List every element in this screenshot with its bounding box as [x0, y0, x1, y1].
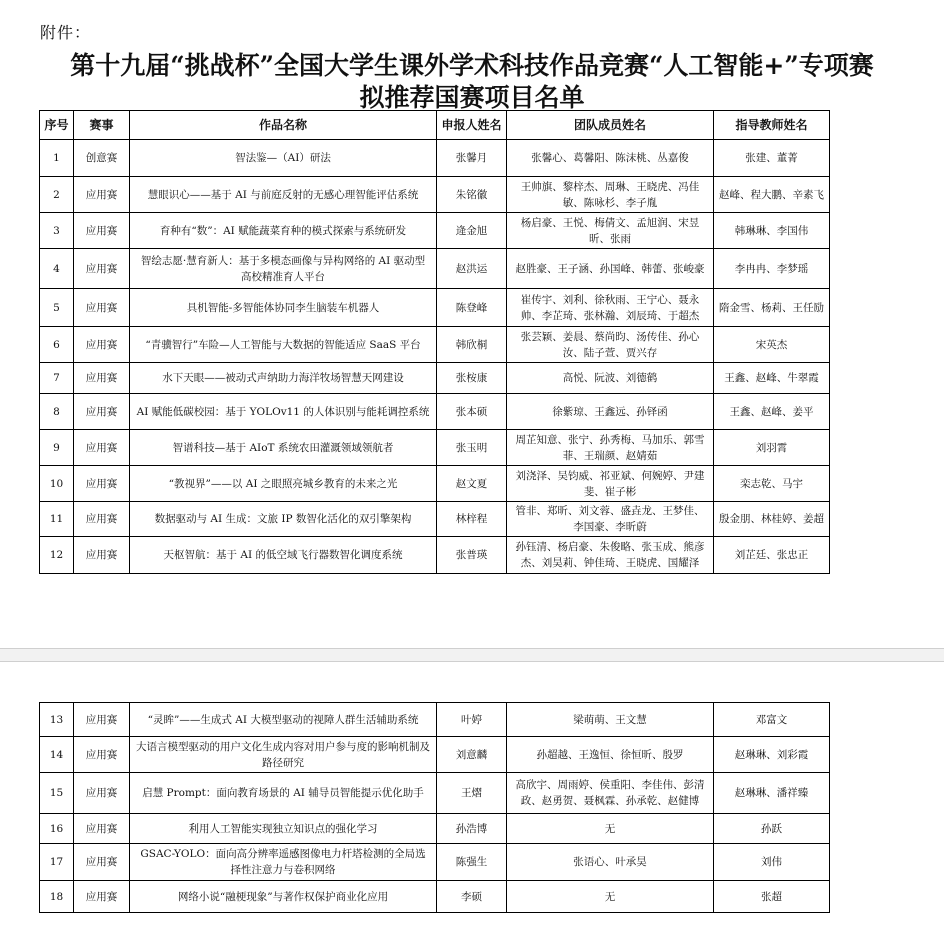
row-team-members: 杨启豪、王悦、梅倩文、孟旭润、宋昱昕、张雨 — [507, 213, 714, 249]
table-row — [40, 814, 830, 844]
row-project-name: “青骥智行”车险—人工智能与大数据的智能适应 SaaS 平台 — [130, 327, 437, 363]
row-team-members: 孙超越、王逸恒、徐恒昕、殷罗 — [507, 737, 714, 773]
table-row — [40, 703, 830, 737]
row-advisor: 宋英杰 — [714, 327, 830, 363]
header-number: 序号 — [40, 111, 74, 140]
row-advisor: 赵琳琳、潘祥臻 — [714, 773, 830, 814]
row-number: 4 — [40, 249, 74, 289]
table-row — [40, 430, 830, 466]
header-advisor: 指导教师姓名 — [714, 111, 830, 140]
row-applicant: 张普瑛 — [437, 537, 507, 574]
row-number: 13 — [40, 703, 74, 737]
project-list-table-continued — [39, 702, 830, 913]
row-category: 应用赛 — [74, 881, 130, 913]
row-category: 应用赛 — [74, 394, 130, 430]
document-title-line-2: 拟推荐国赛项目名单 — [359, 83, 585, 112]
page-break — [0, 648, 944, 662]
row-advisor: 张建、董菁 — [714, 140, 830, 177]
row-team-members: 王帅旗、黎梓杰、周琳、王晓虎、冯佳敏、陈咏杉、李子胤 — [507, 177, 714, 213]
row-team-members: 张语心、叶承昊 — [507, 844, 714, 881]
table-row — [40, 249, 830, 289]
row-number: 9 — [40, 430, 74, 466]
row-category: 创意赛 — [74, 140, 130, 177]
row-number: 15 — [40, 773, 74, 814]
table-header-row — [40, 111, 830, 140]
row-advisor: 孙跃 — [714, 814, 830, 844]
row-project-name: 慧眼识心——基于 AI 与前庭反射的无感心理智能评估系统 — [130, 177, 437, 213]
row-advisor: 王鑫、赵峰、姜平 — [714, 394, 830, 430]
row-project-name: GSAC-YOLO：面向高分辨率遥感图像电力杆塔检测的全局选择性注意力与卷积网络 — [130, 844, 437, 881]
row-team-members: 孙钰清、杨启豪、朱俊略、张玉成、熊彦杰、刘昊莉、钟佳琦、王晓虎、国耀泽 — [507, 537, 714, 574]
row-applicant: 朱铭徽 — [437, 177, 507, 213]
row-advisor: 韩琳琳、李国伟 — [714, 213, 830, 249]
row-category: 应用赛 — [74, 213, 130, 249]
row-number: 1 — [40, 140, 74, 177]
table-row — [40, 140, 830, 177]
row-applicant: 赵洪运 — [437, 249, 507, 289]
row-advisor: 刘伟 — [714, 844, 830, 881]
row-team-members: 管非、郑昕、刘文蓉、盛垚龙、王梦佳、李国豪、李昕蔚 — [507, 502, 714, 537]
row-team-members: 赵胜豪、王子涵、孙国峰、韩蕾、张峻豪 — [507, 249, 714, 289]
row-applicant: 张馨月 — [437, 140, 507, 177]
row-applicant: 韩欣桐 — [437, 327, 507, 363]
row-project-name: AI 赋能低碳校园：基于 YOLOv11 的人体识别与能耗调控系统 — [130, 394, 437, 430]
row-project-name: 天枢智航：基于 AI 的低空域飞行器数智化调度系统 — [130, 537, 437, 574]
row-advisor: 殷金朋、林桂婷、姜超 — [714, 502, 830, 537]
row-project-name: 具机智能-多智能体协同李生脑装车机器人 — [130, 289, 437, 327]
table-row — [40, 773, 830, 814]
row-number: 10 — [40, 466, 74, 502]
row-applicant: 张桉康 — [437, 363, 507, 394]
row-number: 6 — [40, 327, 74, 363]
row-category: 应用赛 — [74, 327, 130, 363]
row-category: 应用赛 — [74, 289, 130, 327]
row-advisor: 刘芷廷、张忠正 — [714, 537, 830, 574]
table-row — [40, 537, 830, 574]
row-team-members: 梁萌萌、王文慧 — [507, 703, 714, 737]
row-team-members: 无 — [507, 814, 714, 844]
row-project-name: 智绘志愿·慧育新人：基于多模态画像与异构网络的 AI 驱动型高校精准育人平台 — [130, 249, 437, 289]
table-row — [40, 881, 830, 913]
row-category: 应用赛 — [74, 737, 130, 773]
row-advisor: 李冉冉、李梦瑶 — [714, 249, 830, 289]
row-project-name: 智谱科技—基于 AIoT 系统农田灌溉领域领航者 — [130, 430, 437, 466]
row-category: 应用赛 — [74, 466, 130, 502]
row-number: 14 — [40, 737, 74, 773]
row-advisor: 刘羽霄 — [714, 430, 830, 466]
table-row — [40, 363, 830, 394]
row-applicant: 叶婷 — [437, 703, 507, 737]
row-applicant: 李硕 — [437, 881, 507, 913]
row-team-members: 张馨心、葛馨阳、陈沫桃、丛嘉俊 — [507, 140, 714, 177]
row-applicant: 张本硕 — [437, 394, 507, 430]
row-category: 应用赛 — [74, 844, 130, 881]
table-row — [40, 327, 830, 363]
row-project-name: 大语言模型驱动的用户文化生成内容对用户参与度的影响机制及路径研究 — [130, 737, 437, 773]
table-row — [40, 213, 830, 249]
header-project-name: 作品名称 — [130, 111, 437, 140]
row-advisor: 张超 — [714, 881, 830, 913]
row-project-name: 网络小说“融梗现象”与著作权保护商业化应用 — [130, 881, 437, 913]
row-advisor: 隋金雪、杨莉、王任励 — [714, 289, 830, 327]
table-row — [40, 737, 830, 773]
row-team-members: 徐紫琼、王鑫远、孙铎函 — [507, 394, 714, 430]
row-project-name: 智法鉴—（AI）研法 — [130, 140, 437, 177]
row-category: 应用赛 — [74, 773, 130, 814]
row-advisor: 赵峰、程大鹏、辛素飞 — [714, 177, 830, 213]
row-team-members: 高欣宇、周雨婷、侯重阳、李佳伟、彭清政、赵勇贺、聂枫霖、孙承乾、赵健博 — [507, 773, 714, 814]
table-row — [40, 177, 830, 213]
row-number: 17 — [40, 844, 74, 881]
row-applicant: 孙浩博 — [437, 814, 507, 844]
row-project-name: 利用人工智能实现独立知识点的强化学习 — [130, 814, 437, 844]
row-project-name: 育种有“数”：AI 赋能蔬菜育种的模式探索与系统研发 — [130, 213, 437, 249]
row-category: 应用赛 — [74, 814, 130, 844]
row-number: 18 — [40, 881, 74, 913]
row-applicant: 林梓程 — [437, 502, 507, 537]
attachment-label: 附件： — [40, 23, 92, 42]
row-category: 应用赛 — [74, 430, 130, 466]
row-applicant: 逄金旭 — [437, 213, 507, 249]
table-row — [40, 844, 830, 881]
row-team-members: 周芷知意、张宁、孙秀梅、马加乐、郭雪菲、王瑞颜、赵婧茹 — [507, 430, 714, 466]
row-number: 2 — [40, 177, 74, 213]
row-applicant: 赵文夏 — [437, 466, 507, 502]
row-category: 应用赛 — [74, 537, 130, 574]
row-applicant: 张玉明 — [437, 430, 507, 466]
row-project-name: 数据驱动与 AI 生成：文旅 IP 数智化活化的双引擎架构 — [130, 502, 437, 537]
table-row — [40, 502, 830, 537]
row-applicant: 王熠 — [437, 773, 507, 814]
row-project-name: 水下天眼——被动式声纳助力海洋牧场智慧天网建设 — [130, 363, 437, 394]
row-team-members: 崔传宇、刘利、徐秋雨、王宁心、聂永帅、李芷琦、张林瀚、刘辰琦、于超杰 — [507, 289, 714, 327]
row-project-name: “教视界”——以 AI 之眼照亮城乡教育的未来之光 — [130, 466, 437, 502]
row-number: 11 — [40, 502, 74, 537]
header-team-members: 团队成员姓名 — [507, 111, 714, 140]
document-title-line-1: 第十九届“挑战杯”全国大学生课外学术科技作品竞赛“人工智能+”专项赛 — [70, 51, 874, 80]
row-team-members: 高悦、阮波、刘德鹤 — [507, 363, 714, 394]
row-team-members: 张芸颖、姜晨、蔡尚昀、汤传佳、孙心汝、陆子萱、贾兴存 — [507, 327, 714, 363]
project-list-table — [39, 110, 830, 574]
row-category: 应用赛 — [74, 703, 130, 737]
row-advisor: 邓富文 — [714, 703, 830, 737]
row-number: 8 — [40, 394, 74, 430]
table-row — [40, 394, 830, 430]
row-advisor: 王鑫、赵峰、牛翠霞 — [714, 363, 830, 394]
header-category: 赛事 — [74, 111, 130, 140]
header-applicant: 申报人姓名 — [437, 111, 507, 140]
row-number: 12 — [40, 537, 74, 574]
row-category: 应用赛 — [74, 502, 130, 537]
row-category: 应用赛 — [74, 363, 130, 394]
table-row — [40, 289, 830, 327]
row-advisor: 赵琳琳、刘彩霞 — [714, 737, 830, 773]
row-project-name: 启慧 Prompt：面向教育场景的 AI 辅导员智能提示优化助手 — [130, 773, 437, 814]
row-category: 应用赛 — [74, 249, 130, 289]
row-number: 3 — [40, 213, 74, 249]
row-number: 5 — [40, 289, 74, 327]
row-project-name: “灵眸”——生成式 AI 大模型驱动的视障人群生活辅助系统 — [130, 703, 437, 737]
table-row — [40, 466, 830, 502]
row-applicant: 刘意麟 — [437, 737, 507, 773]
row-advisor: 栾志乾、马宇 — [714, 466, 830, 502]
row-team-members: 刘浇泽、吴钧威、祁亚斌、何婉婷、尹建斐、崔子彬 — [507, 466, 714, 502]
row-team-members: 无 — [507, 881, 714, 913]
row-applicant: 陈强生 — [437, 844, 507, 881]
row-number: 7 — [40, 363, 74, 394]
row-number: 16 — [40, 814, 74, 844]
row-category: 应用赛 — [74, 177, 130, 213]
row-applicant: 陈登峰 — [437, 289, 507, 327]
